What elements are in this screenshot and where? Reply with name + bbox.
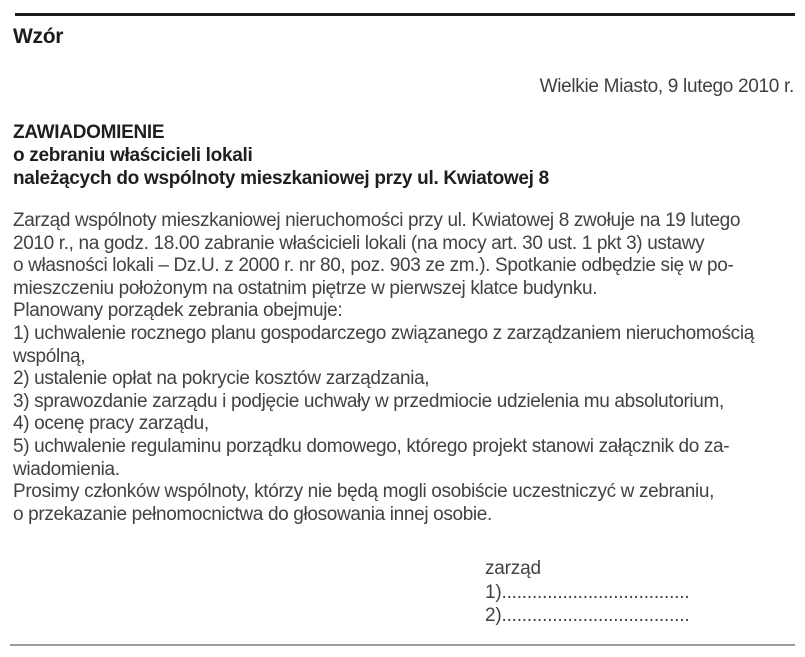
body-line: 1) uchwalenie rocznego planu gospodarczego związanego z zarządzaniem nieruchomością (13, 322, 754, 344)
notice-title: ZAWIADOMIENIE (13, 122, 165, 143)
body-line: Prosimy członków wspólnoty, którzy nie będą mogli osobiście uczestniczyć w zebraniu, (13, 481, 714, 503)
body-line: Planowany porządek zebrania obejmuje: (13, 300, 343, 322)
notice-title-block (13, 121, 549, 190)
body-line: mieszczeniu położonym na ostatnim piętrze w pierwszej klatce budynku. (13, 277, 598, 299)
template-label: Wzór (13, 25, 64, 48)
body-line: 5) uchwalenie regulaminu porządku domowego, którego projekt stanowi załącznik do za- (13, 435, 730, 457)
bottom-rule (10, 644, 795, 646)
body-line: 4) ocenę pracy zarządu, (13, 413, 209, 435)
body-line: 2) ustalenie opłat na pokrycie kosztów zarządzania, (13, 368, 430, 390)
notice-subtitle-line: o zebraniu właścicieli lokali (13, 145, 253, 166)
place-date-line: Wielkie Miasto, 9 lutego 2010 r. (539, 76, 794, 97)
top-rule (15, 13, 795, 16)
notice-body (13, 210, 754, 526)
body-line: wiadomienia. (13, 458, 120, 480)
signature-line-1: 1)..................................... (485, 581, 690, 603)
signature-block (485, 557, 689, 628)
notice-subtitle-line: należących do wspólnoty mieszkaniowej przy ul. Kwiatowej 8 (13, 168, 549, 189)
signature-line-2: 2)..................................... (485, 605, 690, 626)
body-line: wspólną, (13, 345, 86, 367)
body-line: 2010 r., na godz. 18.00 zabranie właścicieli lokali (na mocy art. 30 ust. 1 pkt 3) ustawy (13, 232, 705, 254)
body-line: Zarząd wspólnoty mieszkaniowej nieruchomości przy ul. Kwiatowej 8 zwołuje na 19 lutego (13, 210, 741, 231)
body-line: o własności lokali – Dz.U. z 2000 r. nr 80, poz. 903 ze zm.). Spotkanie odbędzie się w po- (13, 255, 734, 277)
body-line: o przekazanie pełnomocnictwa do głosowania innej osobie. (13, 503, 492, 525)
signature-heading: zarząd (485, 558, 541, 579)
body-line: 3) sprawozdanie zarządu i podjęcie uchwały w przedmiocie udzielenia mu absolutorium, (13, 390, 724, 412)
